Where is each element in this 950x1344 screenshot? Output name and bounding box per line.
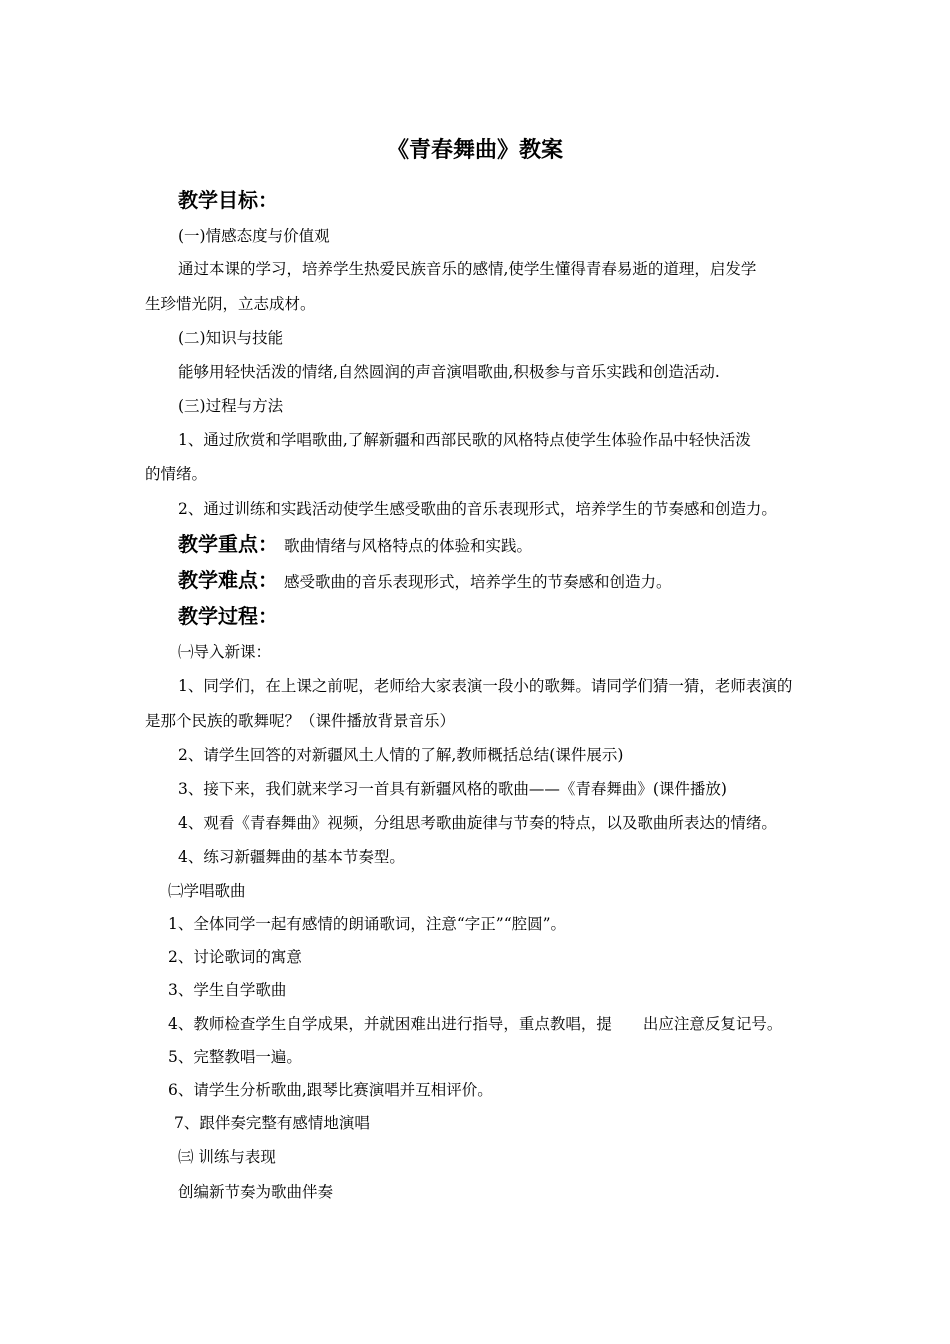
section1-item5: 4、练习新疆舞曲的基本节奏型。 [178,848,405,866]
document-title: 《青春舞曲》教案 [386,138,563,163]
difficulty-heading [178,566,672,596]
objective3-item1-line2: 的情绪。 [145,465,208,483]
section2-item4: 4、教师检查学生自学成果，并就困难出进行指导，重点教唱，提 出应注意反复记号。 [168,1015,783,1033]
objective1-line2: 生珍惜光阴，立志成材。 [145,295,316,313]
objectives-heading: 教学目标： [178,188,278,212]
difficulty-text: 感受歌曲的音乐表现形式，培养学生的节奏感和创造力。 [284,573,672,591]
section2-item5: 5、完整教唱一遍。 [168,1048,302,1066]
key-points-text: 歌曲情绪与风格特点的体验和实践。 [284,537,533,555]
objective3-item2: 2、通过训练和实践活动使学生感受歌曲的音乐表现形式，培养学生的节奏感和创造力。 [178,500,777,518]
section1-item2: 2、请学生回答的对新疆风土人情的了解,教师概括总结(课件展示) [178,746,624,764]
section1-item1-line2: 是那个民族的歌舞呢？（课件播放背景音乐） [145,712,456,730]
key-points-label: 教学重点： [178,532,278,556]
objective2-text: 能够用轻快活泼的情绪,自然圆润的声音演唱歌曲,积极参与音乐实践和创造活动. [178,363,720,381]
objective1-line1: 通过本课的学习，培养学生热爱民族音乐的感情,使学生懂得青春易逝的道理，启发学 [178,260,757,278]
section2-item7: 7、跟伴奏完整有感情地演唱 [174,1114,370,1132]
section2-label: ㈡学唱歌曲 [168,882,246,900]
objective1-label: (一)情感态度与价值观 [178,227,330,245]
objective3-item1-line1: 1、通过欣赏和学唱歌曲,了解新疆和西部民歌的风格特点使学生体验作品中轻快活泼 [178,431,751,449]
section3-text: 创编新节奏为歌曲伴奏 [178,1183,334,1201]
section2-item6: 6、请学生分析歌曲,跟琴比赛演唱并互相评价。 [168,1081,493,1099]
section2-item3: 3、学生自学歌曲 [168,981,287,999]
section2-item1: 1、全体同学一起有感情的朗诵歌词，注意“字正”“腔圆”。 [168,915,567,933]
objective3-label: (三)过程与方法 [178,397,284,415]
section1-item1-line1: 1、同学们，在上课之前呢，老师给大家表演一段小的歌舞。请同学们猜一猜，老师表演的 [178,677,793,695]
difficulty-label: 教学难点： [178,568,278,592]
section1-label: ㈠导入新课： [178,643,272,661]
objective2-label: (二)知识与技能 [178,329,284,347]
section1-item3: 3、接下来，我们就来学习一首具有新疆风格的歌曲——《青春舞曲》(课件播放) [178,780,727,798]
process-heading: 教学过程： [178,604,278,628]
section1-item4: 4、观看《青春舞曲》视频，分组思考歌曲旋律与节奏的特点，以及歌曲所表达的情绪。 [178,814,777,832]
key-points-heading [178,530,532,560]
section2-item2: 2、讨论歌词的寓意 [168,948,302,966]
section3-label: ㈢ 训练与表现 [178,1148,276,1166]
